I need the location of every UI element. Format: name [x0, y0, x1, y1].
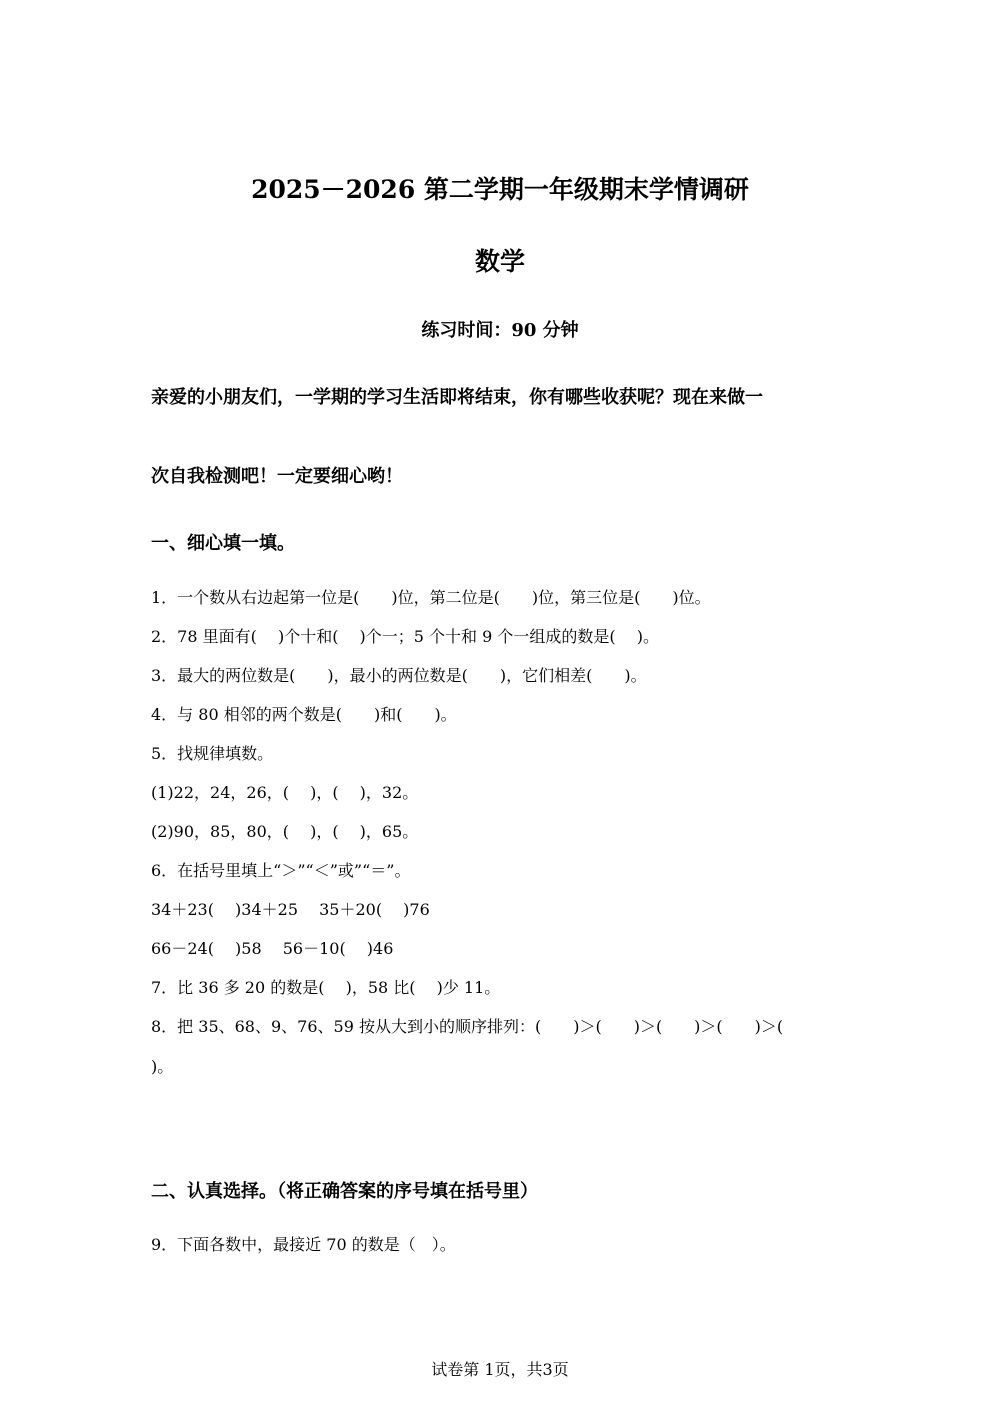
question-5: 5．找规律填数。: [151, 744, 274, 763]
question-1: 1．一个数从右边起第一位是( )位，第二位是( )位，第三位是( )位。: [151, 588, 711, 607]
intro-line-1: 亲爱的小朋友们，一学期的学习生活即将结束，你有哪些收获呢？现在来做一: [151, 387, 763, 408]
subject-title: 数学: [474, 247, 525, 276]
question-5-part-1: (1)22，24，26，( )，( )，32。: [151, 783, 419, 802]
question-6: 6．在括号里填上“＞”“＜”或”“＝”。: [151, 861, 411, 880]
question-5-part-2: (2)90，85，80，( )，( )，65。: [151, 822, 419, 841]
question-9: 9．下面各数中，最接近 70 的数是（ ）。: [151, 1235, 456, 1254]
page-footer: 试卷第 1页，共3页: [431, 1360, 569, 1379]
question-4: 4．与 80 相邻的两个数是( )和( )。: [151, 705, 457, 724]
question-8-continued: )。: [151, 1057, 174, 1076]
section-2-heading: 二、认真选择。（将正确答案的序号填在括号里）: [151, 1181, 538, 1202]
question-6-row-1: 34＋23( )34＋25 35＋20( )76: [151, 900, 430, 919]
question-6-row-2: 66－24( )58 56－10( )46: [151, 939, 394, 958]
exam-title: 2025－2026 第二学期一年级期末学情调研: [251, 175, 749, 204]
exam-time: 练习时间：90 分钟: [421, 320, 579, 341]
question-7: 7．比 36 多 20 的数是( )，58 比( )少 11。: [151, 978, 501, 997]
question-2: 2．78 里面有( )个十和( )个一；5 个十和 9 个一组成的数是( )。: [151, 627, 659, 646]
question-3: 3．最大的两位数是( )，最小的两位数是( )，它们相差( )。: [151, 666, 647, 685]
question-8: 8．把 35、68、9、76、59 按从大到小的顺序排列：( )＞( )＞( )＞( )＞(: [151, 1017, 784, 1036]
section-1-heading: 一、细心填一填。: [151, 533, 295, 554]
intro-line-2: 次自我检测吧！一定要细心哟！: [151, 466, 403, 487]
